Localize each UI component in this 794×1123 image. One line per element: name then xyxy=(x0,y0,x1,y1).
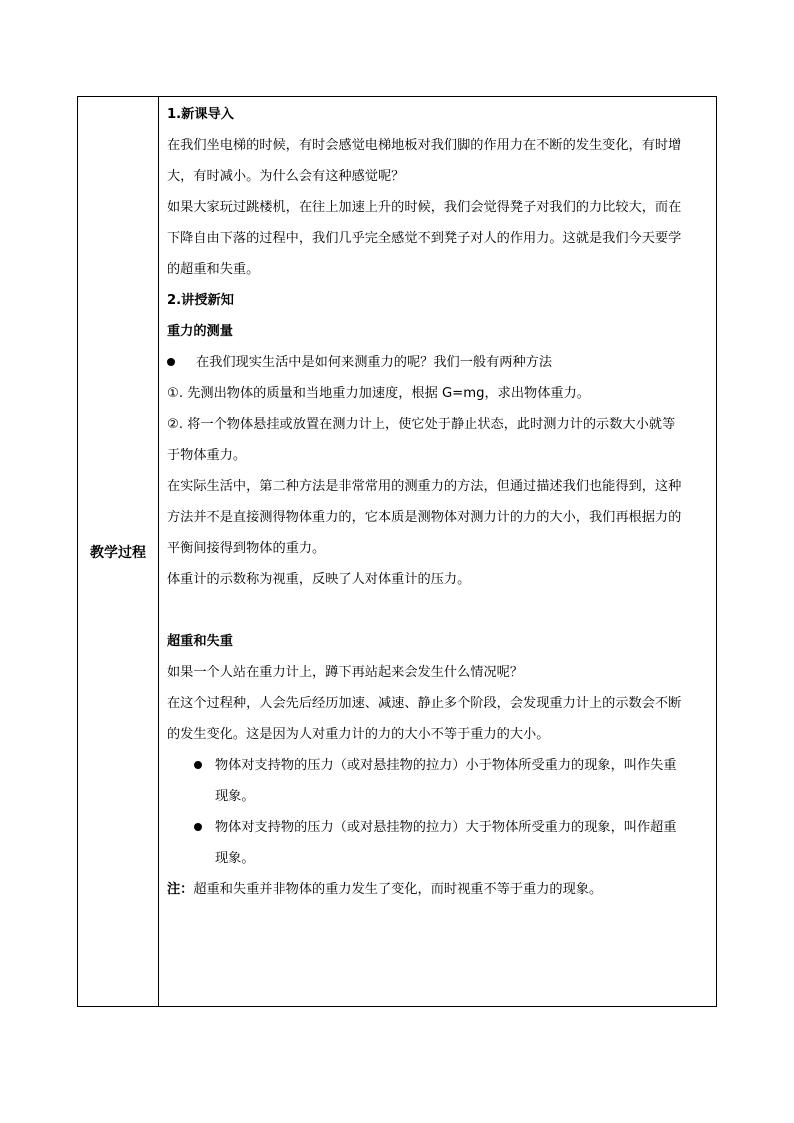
method-two-line1: ②. 将一个物体悬挂或放置在测力计上，使它处于静止状态，此时测力计的示数大小就等 xyxy=(167,417,676,432)
note-label: 注： xyxy=(167,882,194,897)
para2-line3: 的超重和失重。 xyxy=(167,262,260,277)
row-label: 教学过程 xyxy=(90,544,146,561)
bullet-icon xyxy=(194,823,202,831)
para2-line1: 如果大家玩过跳楼机，在往上加速上升的时候，我们会觉得凳子对我们的力比较大，而在 xyxy=(167,200,682,215)
para1-line2: 大，有时减小。为什么会有这种感觉呢？ xyxy=(167,169,405,184)
para6-line1: 在这个过程种，人会先后经历加速、减速、静止多个阶段，会发现重力计上的示数会不断 xyxy=(167,696,682,711)
definition-overweight xyxy=(167,812,713,874)
definition-weightless-line2: 现象。 xyxy=(215,789,255,804)
row-label-cell xyxy=(78,97,159,1006)
para1-line1: 在我们坐电梯的时候，有时会感觉电梯地板对我们脚的作用力在不断的发生变化，有时增 xyxy=(167,138,682,153)
para3-line3: 平衡间接得到物体的重力。 xyxy=(167,541,326,556)
definition-weightless xyxy=(167,750,713,812)
para4: 体重计的示数称为视重，反映了人对体重计的压力。 xyxy=(167,572,471,587)
definition-weightless-line1: 物体对支持物的压力（或对悬挂物的拉力）小于物体所受重力的现象，叫作失重 xyxy=(215,758,677,773)
note-text: 超重和失重并非物体的重力发生了变化，而时视重不等于重力的现象。 xyxy=(193,882,603,897)
section1-title: 1.新课导入 xyxy=(167,107,234,122)
para6-line2: 的发生变化。这是因为人对重力计的力的大小不等于重力的大小。 xyxy=(167,727,550,742)
para2-line2: 下降自由下落的过程中，我们几乎完全感觉不到凳子对人的作用力。这就是我们今天要学 xyxy=(167,231,682,246)
method-two-line2: 于物体重力。 xyxy=(167,448,247,463)
para5: 如果一个人站在重力计上，蹲下再站起来会发生什么情况呢？ xyxy=(167,665,524,680)
bullet-icon xyxy=(167,358,175,366)
section2-title: 2.讲授新知 xyxy=(167,293,234,308)
note xyxy=(167,874,713,905)
bullet-text: 在我们现实生活中是如何来测重力的呢？我们一般有两种方法 xyxy=(196,355,553,370)
subsection-overweight-weightless: 超重和失重 xyxy=(167,634,233,649)
para3-line1: 在实际生活中，第二种方法是非常常用的测重力的方法，但通过描述我们也能得到，这种 xyxy=(167,479,682,494)
subsection-gravity-measurement: 重力的测量 xyxy=(167,324,233,339)
method-one: ①. 先测出物体的质量和当地重力加速度，根据 G=mg，求出物体重力。 xyxy=(167,386,590,401)
bullet-item-question xyxy=(167,347,713,378)
spacer xyxy=(167,595,713,626)
definition-overweight-line1: 物体对支持物的压力（或对悬挂物的拉力）大于物体所受重力的现象，叫作超重 xyxy=(215,820,677,835)
para3-line2: 方法并不是直接测得物体重力的，它本质是测物体对测力计的力的大小，我们再根据力的 xyxy=(167,510,682,525)
lesson-table xyxy=(77,96,717,1007)
content-cell xyxy=(167,99,713,905)
bullet-icon xyxy=(194,761,202,769)
definition-overweight-line2: 现象。 xyxy=(215,851,255,866)
